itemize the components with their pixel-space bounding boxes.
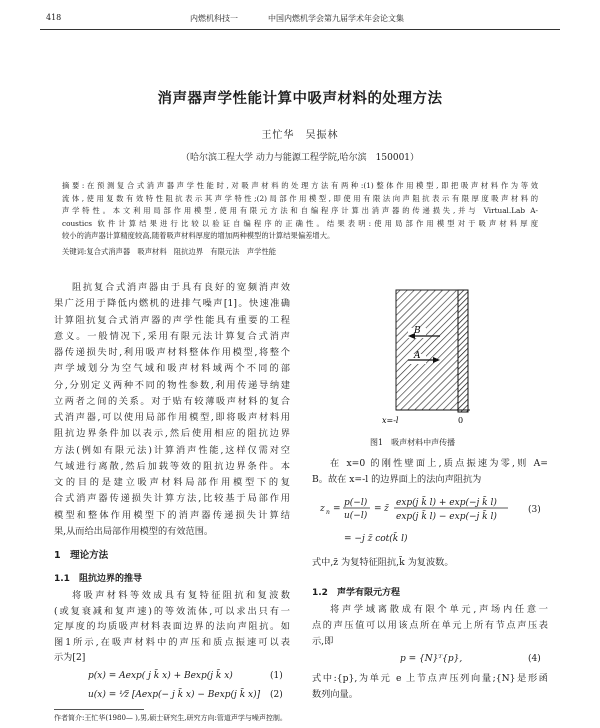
intro-line: 合式消声器传递损失计算方法,比较基于局部作用 [54,493,290,505]
s11-line: 示为[2] [54,652,86,664]
s12-line: 点的声压值可以用该点所在单元上所有节点声压表 [312,620,548,631]
figure-1-caption: 图1 吸声材料中声传播 [370,438,456,447]
svg-text:z: z [320,504,325,514]
absorbing-layer [396,290,458,410]
page-number: 418 [46,13,62,22]
svg-text:= −j z̃ cot(k̃ l): = −j z̃ cot(k̃ l) [344,534,408,544]
equation-3-number: (3) [528,505,541,515]
label-x-neg-l: x=-l [382,416,399,425]
after-eq4-line: 数列向量。 [312,689,358,700]
section-heading-1-2: 1.2 声学有限元方程 [312,588,400,598]
equation-1-number: (1) [270,671,283,681]
after-eq3: 式中,z̃ 为复特征阻抗,k̃ 为复波数。 [312,557,454,568]
equation-4: p = {N}ᵀ{p}, [400,654,463,664]
label-B: B [414,326,421,336]
keywords: 关键词:复合式消声器 吸声材料 阻抗边界 有限元法 声学性能 [62,247,277,256]
footnote-rule [54,709,144,710]
intro-line: 分,分别定义两种不同的物性参数,利用传递导纳建 [54,379,290,391]
intro-line: 器传递损失时,利用吸声材料整体作用模型,将整个 [54,347,290,358]
svg-text:u(−l): u(−l) [344,511,368,521]
footnote: 作者简介:王忙华(1980— ),男,硕士研究生,研究方向:管道声学与噪声控制。 [54,714,287,722]
abstract-line: coustics 软件计算结果进行比较以验证自编程序的正确性。结果表明:使用局部作用模型对于吸声材料厚度 [62,218,538,228]
section-heading-1-1: 1.1 阻抗边界的推导 [54,574,142,584]
svg-text:z̃: z̃ [384,504,389,514]
s12-paragraph [312,602,548,650]
svg-text:exp(j k̃ l) + exp(−j k̃ l): exp(j k̃ l) + exp(−j k̃ l) [396,498,497,508]
s11-line: 定厚度的均质吸声材料表面边界的法向声阻抗。如 [54,621,290,633]
abstract-line: 声学特性。本文利用局部作用模型,使用有限元方法和自编程序计算出消声器的传递损失,并与 Virtual.Lab A- [62,206,538,215]
intro-line: 方法(例如有限元法)计算消声性能,这样仅需对空 [54,444,290,456]
equation-3-svg [320,493,550,549]
svg-text:p(−l): p(−l) [344,498,368,508]
journal-name: 内燃机科技一 [190,14,238,23]
intro-line: 计算阻抗复合式消声器的声学性能具有重要的工程 [54,314,290,326]
abstract-line: 流体,使用复数有效特性阻抗表示其声学特性;(2)局部作用模型,即使用有限法向声阻抗表示有限厚度吸声材料的 [62,193,538,203]
intro-line: 声学域划分为空气域和吸声材料域两个不同的部 [54,363,290,375]
equation-2-number: (2) [270,690,283,700]
label-zero: 0 [458,416,464,425]
intro-line: 文的目的是建立吸声材料局部作用模型下的复 [54,477,290,488]
intro-line: 果广泛用于降低内燃机的进排气噪声[1]。快速准确 [54,298,290,310]
rigid-wall [458,290,468,412]
s11-line: (或复衰减和复声速)的等效流体,可以求出只有一 [54,605,290,617]
svg-text:=: = [374,504,382,514]
paper-title: 消声器声学性能计算中吸声材料的处理方法 [157,91,443,107]
figure-1-svg [330,282,550,432]
boundary-paragraph [312,456,548,488]
equation-1: p(x) = Aexp( j k̃ x) + Bexp(j k̃ x) [88,671,233,681]
label-A: A [414,351,421,361]
conference-name: 中国内燃机学会第九届学术年会论文集 [268,14,404,23]
after-eq4-line: 式中:{p},为单元 e 上节点声压列向量;{N}是形函 [312,673,548,684]
intro-line: 模型和整体作用模型下的消声器传递损失计算结 [54,509,290,521]
intro-line: 阻抗复合式消声器由于具有良好的宽频消声效 [72,282,290,293]
abstract-line: 摘要:在预测复合式消声器声学性能时,对吸声材料的处理方法有两种:(1)整体作用模型,即把吸声材料作为等效 [62,181,538,190]
section-heading-1: 1 理论方法 [54,550,109,561]
intro-line: 式消声器,可以使用局部作用模型,即将吸声材料用 [54,412,290,423]
s11-line: 将吸声材料等效成具有复特征阻抗和复波数 [72,590,290,601]
abstract-line: 较小的消声器计算精度较高,随着吸声材料厚度的增加两种模型的计算结果偏差增大。 [62,231,335,240]
after-eq4 [312,671,548,703]
authors: 王忙华 吴振林 [261,130,339,141]
svg-text:=: = [333,504,341,514]
right-line: 在 x=0 的刚性壁面上,质点振速为零,则 A= [330,458,548,469]
equation-3 [320,493,550,549]
intro-line: 阻抗边界条件加以表示,然后使用相应的阻抗边界 [54,428,290,440]
figure-1 [330,282,550,432]
intro-line: 气域进行离散,然后加载等效的阻抗边界条件。本 [54,460,290,472]
intro-line: 立两者之间的关系。对于贴有较薄吸声材料的复合 [54,395,290,407]
intro-line: 果,从而给出局部作用模型的有效范围。 [54,525,214,537]
equation-2: u(x) = ¹⁄z̃ [Aexp(− j k̃ x) − Bexp(j k̃ x)] [88,690,261,700]
header-rule [40,29,560,30]
abstract [62,180,538,243]
s12-line: 将声学域离散成有限个单元,声场内任意一 [330,604,548,615]
affiliation: （哈尔滨工程大学 动力与能源工程学院,哈尔滨 150001） [180,153,420,163]
s11-paragraph [54,588,290,666]
svg-text:exp(j k̃ l) − exp(−j k̃ l): exp(j k̃ l) − exp(−j k̃ l) [396,512,497,522]
svg-text:n: n [326,509,330,516]
s11-line: 图1所示,在吸声材料中的声压和质点振速可以表 [54,636,290,648]
intro-line: 意义。一般情况下,采用有限元法计算复合式消声 [54,330,290,342]
right-line: B。故在 x=-l 的边界面上的法向声阻抗为 [312,474,482,485]
intro-paragraph [54,280,290,540]
equation-4-number: (4) [528,654,541,664]
s12-line: 示,即 [312,636,334,647]
